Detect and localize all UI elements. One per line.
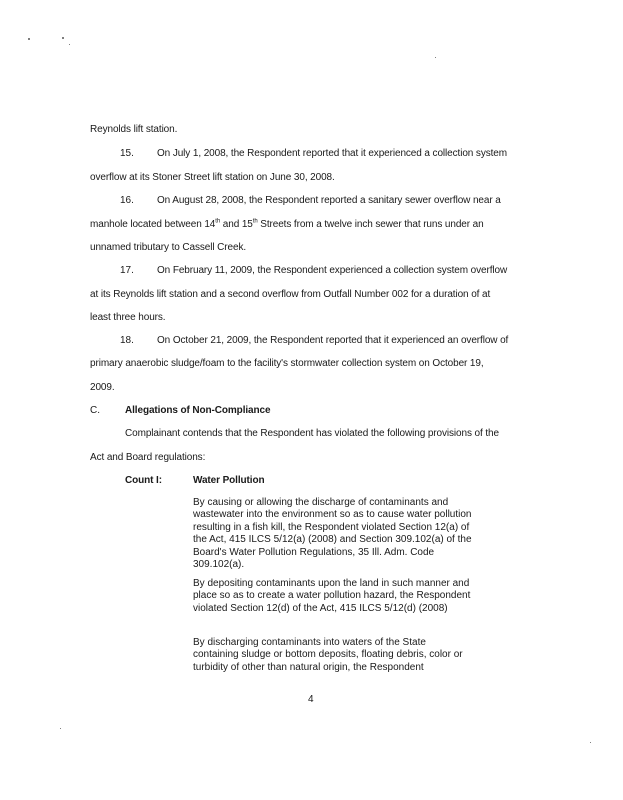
- paragraph-line: On August 28, 2008, the Respondent reported a sanitary sewer overflow near a: [157, 195, 501, 206]
- paragraph-line: least three hours.: [90, 312, 166, 323]
- paragraph-line: overflow at its Stoner Street lift station on June 30, 2008.: [90, 172, 335, 183]
- paragraph-number: 15.: [120, 148, 134, 159]
- superscript: th: [215, 218, 221, 225]
- paragraph-number: 17.: [120, 265, 134, 276]
- superscript: th: [252, 218, 258, 225]
- section-intro-line: Act and Board regulations:: [90, 452, 206, 463]
- paragraph-line: unnamed tributary to Cassell Creek.: [90, 242, 247, 253]
- scan-speck: [62, 37, 64, 39]
- text-segment: manhole located between 14: [90, 219, 216, 230]
- text-segment: and 15: [220, 219, 253, 230]
- paragraph-number: 16.: [120, 195, 134, 206]
- text-segment: Streets from a twelve inch sewer that runs under an: [257, 219, 484, 230]
- scan-speck: [28, 38, 30, 40]
- paragraph-line: On October 21, 2009, the Respondent reported that it experienced an overflow of: [157, 335, 509, 346]
- paragraph-line: On July 1, 2008, the Respondent reported that it experienced a collection system: [157, 148, 507, 159]
- count-item: By causing or allowing the discharge of contaminants and wastewater into the environment so as to cause water pollution resulting in a fish kill, the Respondent violated Section 12(a) of the Act, 415 ILCS 5/12(a) (2008) and Section 309.102(a) of the Board's Water Pollution Regulations, 35 Ill. Adm. Code 309.102(a).: [193, 497, 472, 571]
- count-item: By discharging contaminants into waters of the State containing sludge or bottom deposits, floating debris, color or turbidity of other than natural origin, the Respondent: [193, 637, 463, 673]
- section-heading: Allegations of Non-Compliance: [125, 405, 271, 416]
- count-label: Count I:: [125, 475, 162, 486]
- section-intro-line: Complainant contends that the Respondent has violated the following provisions of the: [125, 428, 499, 439]
- opening-line: Reynolds lift station.: [90, 124, 178, 135]
- scan-speck: [435, 57, 436, 58]
- paragraph-line: [90, 219, 484, 230]
- count-title: Water Pollution: [193, 475, 265, 486]
- scan-speck: [590, 742, 591, 743]
- paragraph-line: On February 11, 2009, the Respondent experienced a collection system overflow: [157, 265, 508, 276]
- scan-speck: [60, 728, 61, 729]
- paragraph-number: 18.: [120, 335, 134, 346]
- section-letter: C.: [90, 405, 100, 416]
- paragraph-line: at its Reynolds lift station and a second overflow from Outfall Number 002 for a duration of at: [90, 289, 491, 300]
- scan-speck: [69, 44, 70, 45]
- count-item: By depositing contaminants upon the land in such manner and place so as to create a water pollution hazard, the Respondent violated Section 12(d) of the Act, 415 ILCS 5/12(d) (2008): [193, 578, 471, 614]
- paragraph-line: 2009.: [90, 382, 115, 393]
- paragraph-line: primary anaerobic sludge/foam to the facility's stormwater collection system on October 19,: [90, 358, 484, 369]
- page-number: 4: [308, 694, 314, 705]
